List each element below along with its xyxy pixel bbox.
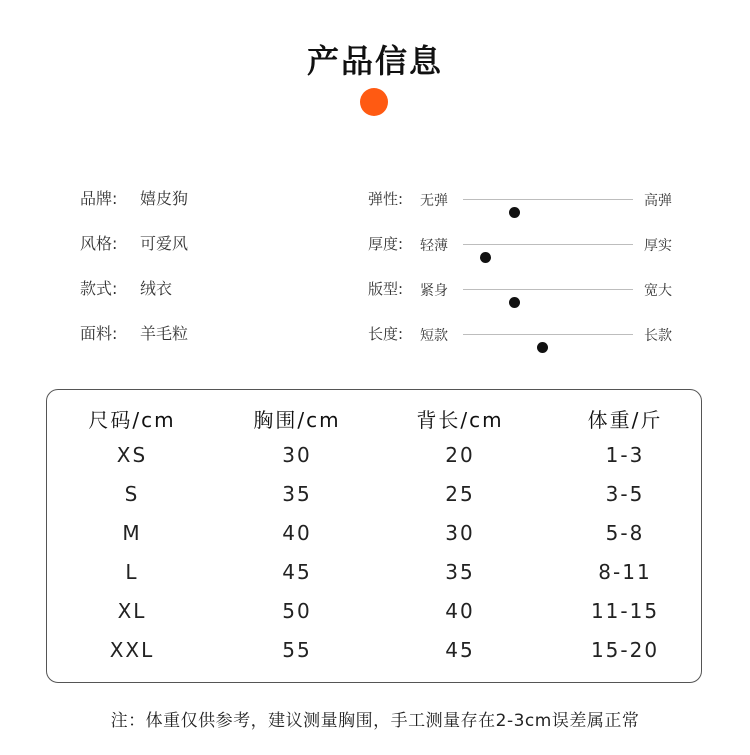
table-row	[47, 482, 701, 520]
table-cell: 20	[445, 443, 475, 467]
table-cell: 11-15	[590, 599, 660, 623]
table-cell: S	[124, 482, 140, 506]
attribute-row	[80, 186, 188, 231]
attribute-value: 羊毛粒	[140, 324, 189, 343]
table-header-cell: 背长/cm	[416, 408, 504, 432]
table-header-cell: 体重/斤	[587, 408, 663, 432]
table-row	[47, 599, 701, 637]
table-cell: XXL	[109, 638, 155, 662]
scale-track	[463, 334, 633, 335]
scale-key: 长度:	[368, 325, 404, 343]
table-header-row	[47, 404, 701, 442]
table-cell: 40	[282, 521, 312, 545]
table-cell: 45	[282, 560, 312, 584]
table-cell: 1-3	[605, 443, 645, 467]
table-cell: 8-11	[598, 560, 652, 584]
table-cell: 55	[282, 638, 312, 662]
scale-row	[368, 321, 688, 366]
table-cell: 30	[445, 521, 475, 545]
scale-knob	[480, 252, 491, 263]
attribute-value: 绒衣	[140, 279, 173, 298]
scale-knob	[537, 342, 548, 353]
table-cell: 15-20	[590, 638, 660, 662]
attribute-key: 款式:	[80, 279, 118, 298]
scale-knob	[509, 297, 520, 308]
table-cell: 30	[282, 443, 312, 467]
table-cell: 35	[282, 482, 312, 506]
scale-knob	[509, 207, 520, 218]
accent-dot	[360, 88, 388, 116]
attribute-value: 嬉皮狗	[140, 189, 189, 208]
scale-track	[463, 289, 633, 290]
attribute-row	[80, 276, 188, 321]
attribute-value: 可爱风	[140, 234, 189, 253]
attribute-row	[80, 321, 188, 366]
product-attributes	[80, 186, 188, 366]
scale-min-label: 无弹	[420, 193, 448, 209]
scale-key: 版型:	[368, 280, 404, 298]
scale-min-label: 紧身	[420, 283, 448, 299]
attribute-row	[80, 231, 188, 276]
scale-min-label: 轻薄	[420, 238, 448, 254]
scale-key: 弹性:	[368, 190, 404, 208]
attribute-key: 品牌:	[80, 189, 118, 208]
table-row	[47, 638, 701, 676]
scale-key: 厚度:	[368, 235, 404, 253]
table-header-cell: 胸围/cm	[253, 408, 341, 432]
scale-track	[463, 199, 633, 200]
scale-row	[368, 186, 688, 231]
attribute-key: 面料:	[80, 324, 118, 343]
scale-max-label: 长款	[644, 328, 672, 344]
table-cell: M	[122, 521, 142, 545]
attribute-key: 风格:	[80, 234, 118, 253]
table-cell: 45	[445, 638, 475, 662]
measurement-note: 注：体重仅供参考，建议测量胸围，手工测量存在2-3cm误差属正常	[110, 711, 640, 731]
table-row	[47, 560, 701, 598]
table-cell: 40	[445, 599, 475, 623]
table-cell: 35	[445, 560, 475, 584]
size-chart	[46, 389, 702, 683]
table-cell: 50	[282, 599, 312, 623]
product-scales	[368, 186, 688, 366]
table-row	[47, 521, 701, 559]
scale-max-label: 厚实	[644, 238, 672, 254]
scale-row	[368, 276, 688, 321]
scale-row	[368, 231, 688, 276]
table-cell: 5-8	[605, 521, 645, 545]
table-header-cell: 尺码/cm	[88, 408, 176, 432]
table-cell: 25	[445, 482, 475, 506]
scale-max-label: 宽大	[644, 283, 672, 299]
scale-min-label: 短款	[420, 328, 448, 344]
table-row	[47, 443, 701, 481]
table-cell: 3-5	[605, 482, 645, 506]
table-cell: XL	[117, 599, 147, 623]
table-cell: L	[125, 560, 139, 584]
page-title: 产品信息	[306, 42, 443, 80]
scale-max-label: 高弹	[644, 193, 672, 209]
scale-track	[463, 244, 633, 245]
table-cell: XS	[116, 443, 148, 467]
